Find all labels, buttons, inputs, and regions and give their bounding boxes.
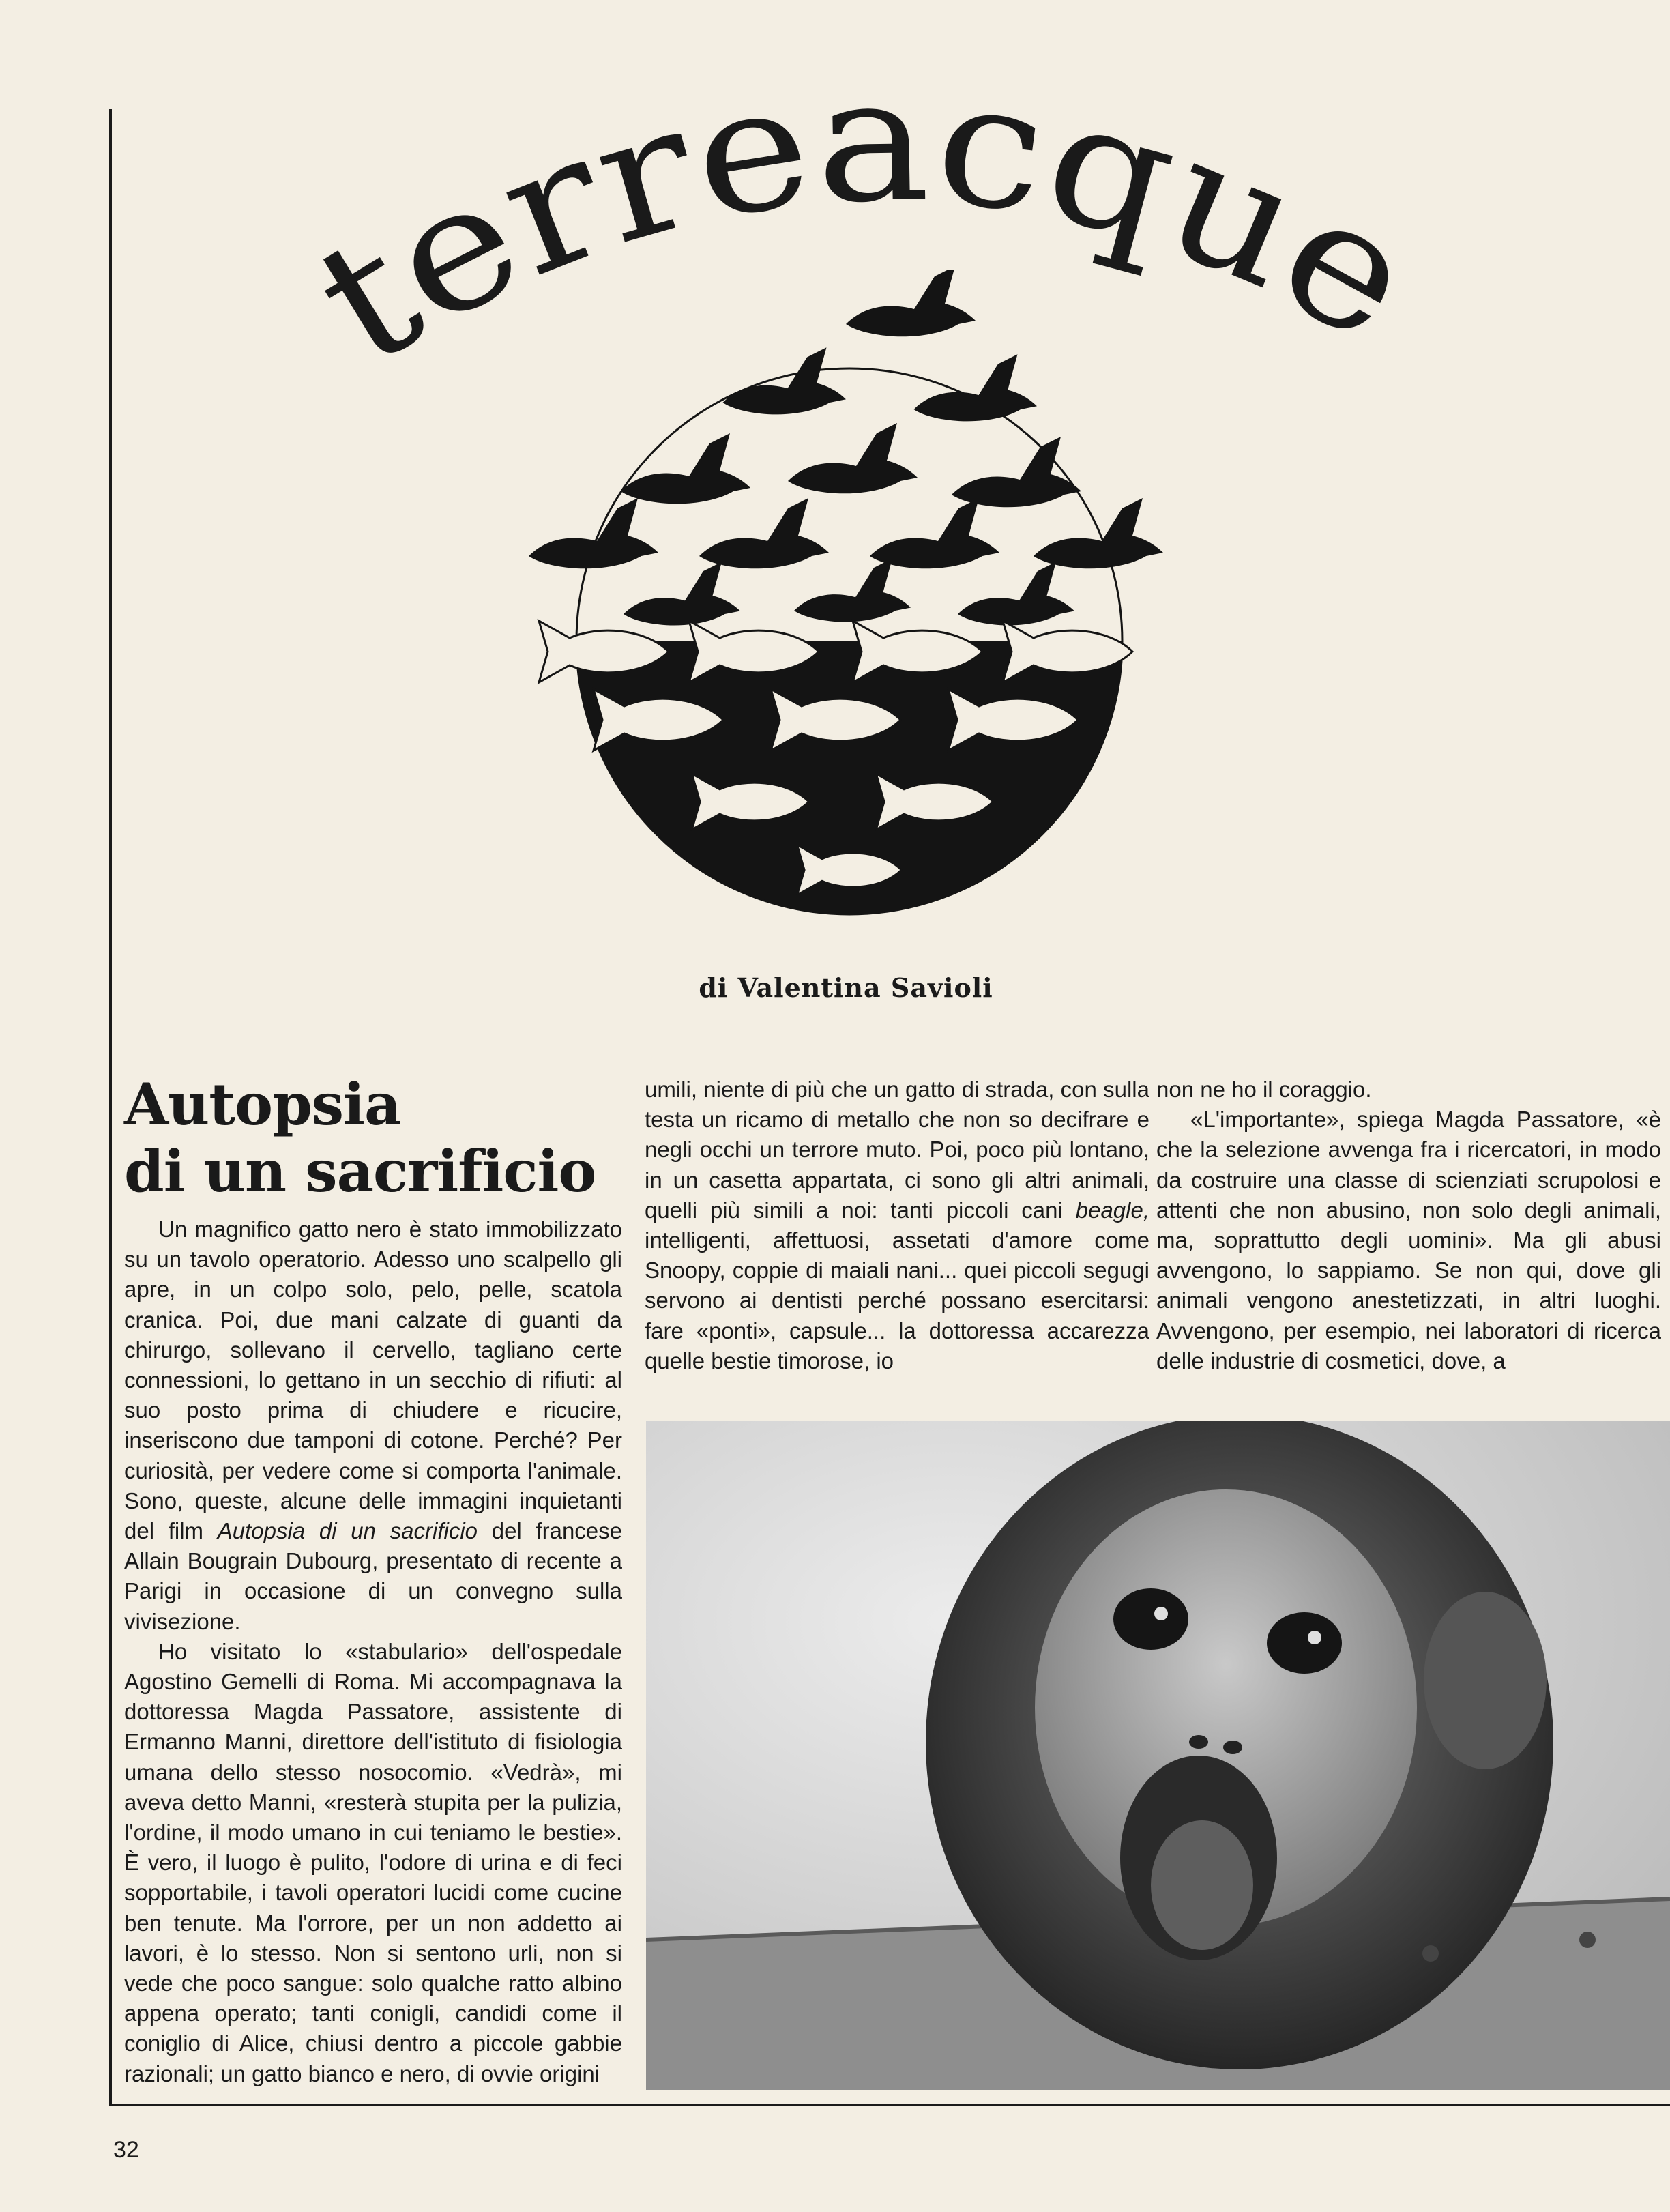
birds-fish-emblem — [495, 270, 1204, 925]
headline-line-2: di un sacrificio — [124, 1137, 596, 1205]
paragraph: non ne ho il coraggio. — [1156, 1077, 1372, 1102]
paragraph: Ho visitato lo «stabulario» dell'ospedale Agostino Gemelli di Roma. Mi accompagnava la dottoressa Magda Passatore, assistente di Ermanno Manni, direttore dell'istituto di fisiologia umana dello stesso nosocomio. «Vedrà», mi aveva detto Manni, «resterà stupita per la pulizia, l'ordine, il modo umano in cui teniamo le bestie». È vero, il luogo è pulito, l'odore di urina e di feci sopportabile, i tavoli operatori lucidi come cucine ben tenute. Ma l'orrore, per un non addetto ai lavori, è lo stesso. Non si sentono urli, non si vede che poco sangue: solo qualche ratto albino appena operato; tanti conigli, candidi come il coniglio di Alice, chiusi dentro a piccole gabbie razionali; un gatto bianco e nero, di ovvie origini — [124, 1638, 622, 2086]
article-column-right — [1156, 1075, 1661, 1376]
paragraph: umili, niente di più che un gatto di strada, con sulla testa un ricamo di metallo che non so decifrare e negli occhi un terrore muto. Poi, poco più lontano, in un casetta appartata, ci sono gli altri animali, quelli più simili a noi: tanti piccoli cani beagle, intelligenti, affettuosi, assetati d'amore come Snoopy, coppie di maiali nani... quei piccoli segugi servono ai dentisti perché possano esercitarsi: fare «ponti», capsule... la dottoressa accarezza quelle bestie timorose, io — [645, 1077, 1150, 1373]
paragraph: «L'importante», spiega Magda Passatore, «è che la selezione avvenga fra i ricercatori, in modo da costruire una classe di scienziati scrupolosi e attenti che non abusino, non solo degli animali, ma, soprattutto degli uomini». Ma gli abusi avvengono, lo sappiamo. Se non qui, dove gli animali vengono anestetizzati, in altri luoghi. Avvengono, per esempio, nei laboratori di ricerca delle industrie di cosmetici, dove, a — [1156, 1107, 1661, 1373]
page-number: 32 — [113, 2137, 139, 2163]
beagle-term: beagle, — [1075, 1197, 1150, 1223]
article-headline — [124, 1071, 615, 1205]
article-column-left — [124, 1214, 622, 2089]
left-vertical-rule — [109, 109, 112, 2105]
bird-flock — [529, 270, 1163, 625]
monkey-photo — [646, 1421, 1670, 2090]
masthead-title: terreacque — [283, 40, 1434, 404]
headline-line-1: Autopsia — [124, 1071, 401, 1138]
paragraph: Un magnifico gatto nero è stato immobilizzato su un tavolo operatorio. Adesso uno scalpello gli apre, in un colpo solo, pelo, pelle, scatola cranica. Poi, due mani calzate di guanti da chirurgo, sollevano il cervello, tagliano certe connessioni, lo gettano in un secchio di rifiuti: al suo posto prima di chiudere e ricucire, inseriscono due tamponi di cotone. Perché? Per curiosità, per vedere come si comporta l'animale. Sono, queste, alcune delle immagini inquietanti del film Autopsia di un sacrificio del francese Allain Bougrain Dubourg, presentato di recente a Parigi in occasione di un convegno sulla vivisezione. — [124, 1217, 623, 1634]
film-title: Autopsia di un sacrificio — [217, 1518, 478, 1544]
byline: di Valentina Savioli — [699, 972, 993, 1003]
article-column-middle — [645, 1075, 1149, 1376]
bottom-horizontal-rule — [109, 2104, 1670, 2106]
